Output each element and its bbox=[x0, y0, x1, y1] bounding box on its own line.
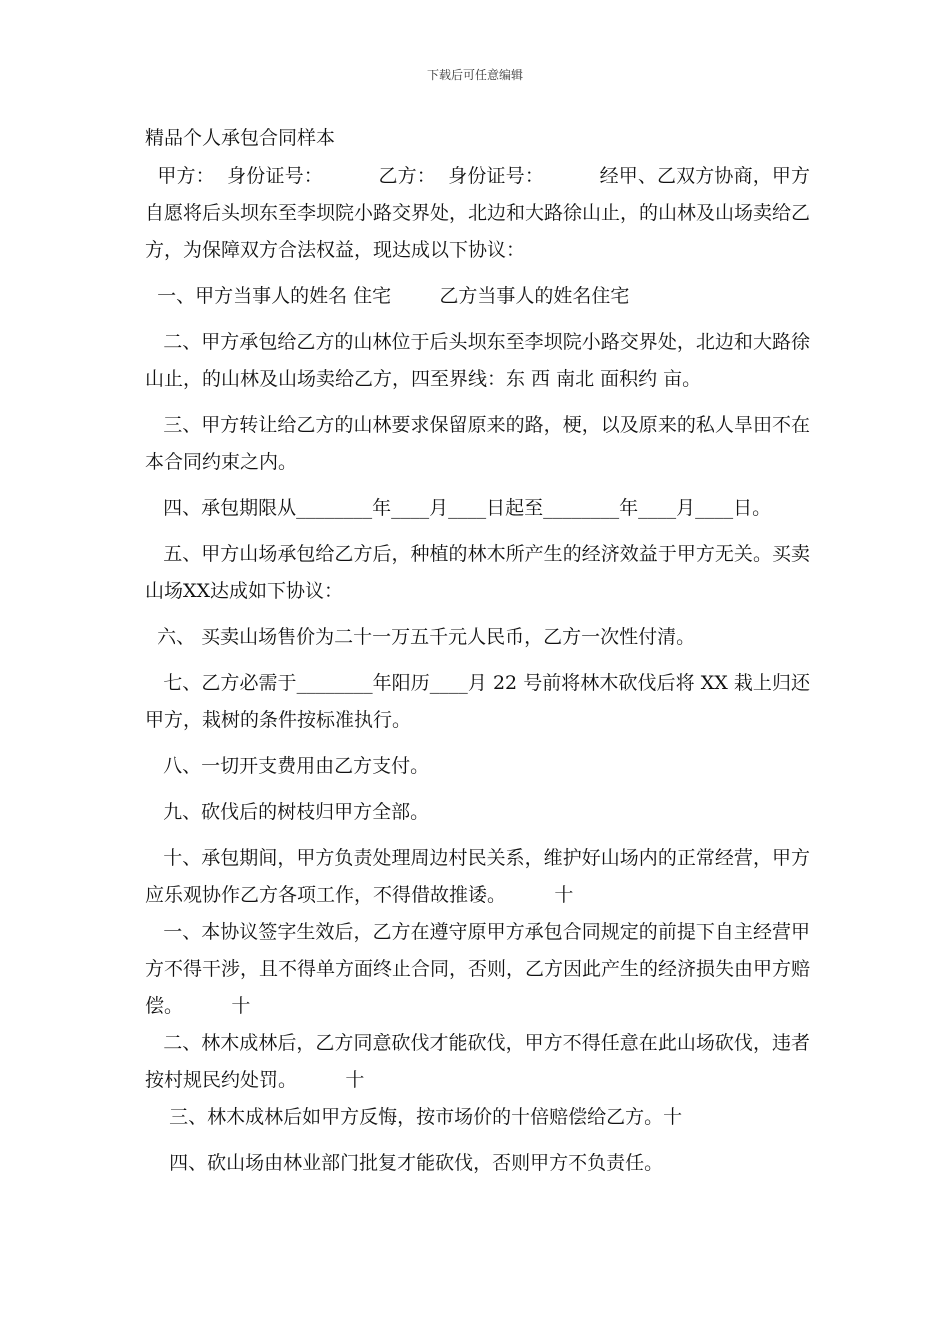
contract-body bbox=[145, 158, 810, 1182]
clause-4: 四、承包期限从________年____月____日起至________年____月____日。 bbox=[145, 497, 772, 519]
clause-intro: 甲方： 身份证号： 乙方： 身份证号： 经甲、乙双方协商，甲方自愿将后头坝东至李坝院小路交界处，北边和大路徐山止，的山林及山场卖给乙方，为保障双方合法权益，现达成以下协议： bbox=[145, 165, 811, 261]
clause-5: 五、甲方山场承包给乙方后，种植的林木所产生的经济效益于甲方无关。买卖山场XX达成如下协议： bbox=[145, 543, 810, 602]
clause-2: 二、甲方承包给乙方的山林位于后头坝东至李坝院小路交界处，北边和大路徐山止，的山林及山场卖给乙方，四至界线：东 西 南北 面积约 亩。 bbox=[145, 331, 810, 390]
clause-8: 八、一切开支费用由乙方支付。 bbox=[145, 755, 430, 777]
clause-14: 四、砍山场由林业部门批复才能砍伐，否则甲方不负责任。 bbox=[145, 1152, 664, 1174]
clause-6: 六、 买卖山场售价为二十一万五千元人民币，乙方一次性付清。 bbox=[145, 626, 696, 648]
clause-1: 一、甲方当事人的姓名 住宅 乙方当事人的姓名住宅 bbox=[145, 285, 630, 307]
document-title: 精品个人承包合同样本 bbox=[145, 127, 336, 149]
clause-12: 二、林木成林后，乙方同意砍伐才能砍伐，甲方不得任意在此山场砍伐，违者按村规民约处罚。 十 bbox=[145, 1032, 810, 1091]
clause-11: 一、本协议签字生效后，乙方在遵守原甲方承包合同规定的前提下自主经营甲方不得干涉，且不得单方面终止合同，否则，乙方因此产生的经济损失由甲方赔偿。 十 bbox=[145, 921, 811, 1017]
clause-3: 三、甲方转让给乙方的山林要求保留原来的路，梗，以及原来的私人旱田不在本合同约束之内。 bbox=[145, 414, 810, 473]
clause-13: 三、林木成林后如甲方反悔，按市场价的十倍赔偿给乙方。十 bbox=[145, 1106, 683, 1128]
clause-10: 十、承包期间，甲方负责处理周边村民关系，维护好山场内的正常经营，甲方应乐观协作乙方各项工作，不得借故推诿。 十 bbox=[145, 847, 810, 906]
clause-7: 七、乙方必需于________年阳历____月 22 号前将林木砍伐后将 XX 栽上归还甲方，栽树的条件按标准执行。 bbox=[145, 672, 810, 731]
page-header: 下载后可任意编辑 bbox=[426, 68, 523, 82]
clause-9: 九、砍伐后的树枝归甲方全部。 bbox=[145, 801, 430, 823]
